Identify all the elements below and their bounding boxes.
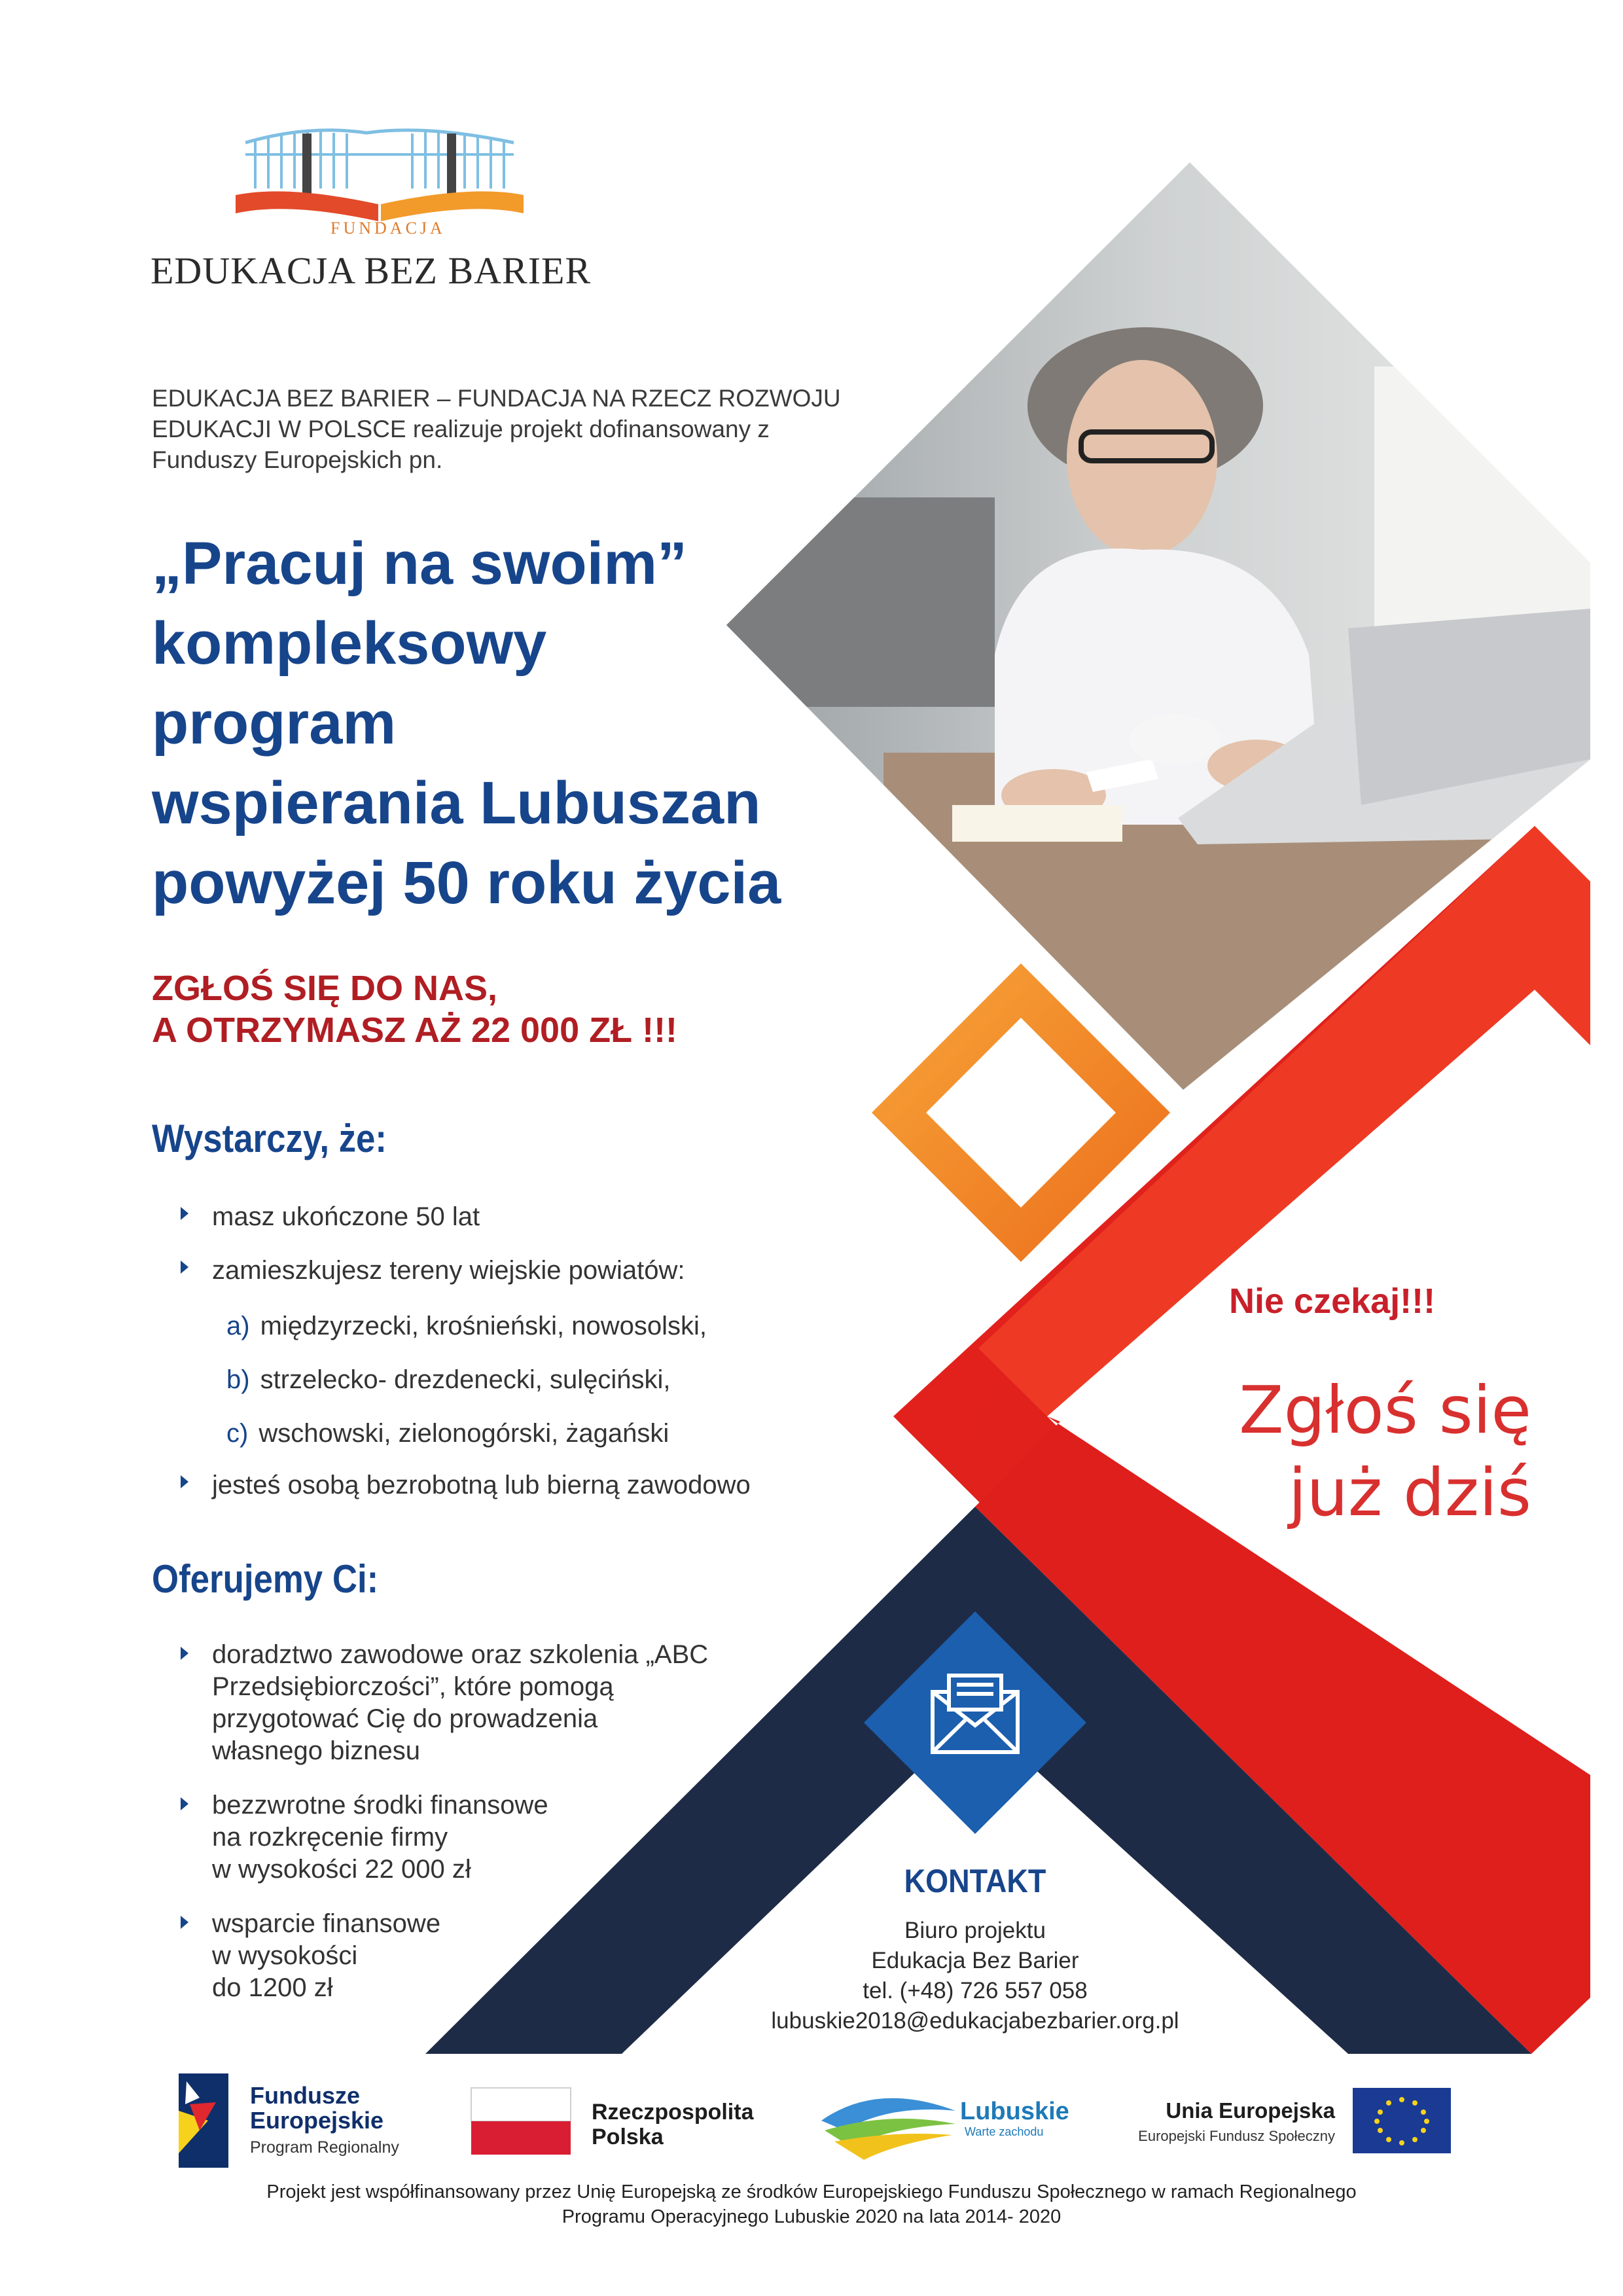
efs-label: Europejski Fundusz Społeczny (1138, 2128, 1335, 2144)
fe-line: Europejskie (250, 2107, 384, 2134)
fundusze-europejskie-logo (179, 2073, 228, 2168)
contact-line: Edukacja Bez Barier (871, 1948, 1079, 1973)
zglos-line: już dziś (1288, 1454, 1531, 1531)
list-item (226, 1416, 707, 1451)
lubuskie-slogan: Warte zachodu (965, 2125, 1044, 2138)
list-letter: a) (226, 1312, 250, 1340)
list-item-text: masz ukończone 50 lat (212, 1202, 480, 1231)
zglos-line: Zgłoś się (1239, 1372, 1531, 1448)
rp-line: Rzeczpospolita (592, 2100, 754, 2125)
contact-title: KONTAKT (904, 1863, 1046, 1899)
bullet-arrow-icon (181, 1475, 188, 1488)
list-item-line: doradztwo zawodowe oraz szkolenia „ABC (212, 1640, 709, 1669)
list-item (226, 1308, 707, 1344)
call-to-action (152, 967, 872, 1051)
requirements-list (181, 1199, 685, 1306)
list-item-text: strzelecko- drezdenecki, sulęciński, (260, 1365, 671, 1394)
list-item-line: do 1200 zł (212, 1973, 333, 2002)
logo-fundacja-text: FUNDACJA (330, 219, 446, 238)
list-item-line: wsparcie finansowe (212, 1909, 441, 1938)
list-item-text: wschowski, zielonogórski, żagański (259, 1419, 669, 1448)
fe-line: Fundusze (250, 2082, 360, 2109)
list-item-line: na rozkręcenie firmy (212, 1823, 448, 1852)
districts-list (226, 1308, 707, 1469)
footer-line: Projekt jest współfinansowany przez Unię Europejską ze środków Europejskiego Funduszu Społecznego w ramach Regionalnego (266, 2181, 1357, 2202)
list-item-text: międzyrzecki, krośnieński, nowosolski, (260, 1312, 707, 1340)
nie-czekaj-text: Nie czekaj!!! (1229, 1282, 1436, 1321)
list-item (181, 1789, 796, 1886)
fundusze-europejskie-sub: Program Regionalny (250, 2138, 399, 2157)
project-title (152, 524, 904, 923)
cta-line: A OTRZYMASZ AŻ 22 000 ZŁ !!! (152, 1011, 678, 1050)
fundusze-europejskie-label (250, 2083, 383, 2133)
cofinancing-footer (170, 2179, 1453, 2229)
requirements-heading: Wystarczy, że: (152, 1117, 387, 1160)
zglos-sie-text (1152, 1369, 1531, 1534)
title-line: wspierania Lubuszan (152, 770, 761, 836)
polish-flag (471, 2088, 571, 2155)
bullet-arrow-icon (181, 1916, 188, 1929)
contact-phone: tel. (+48) 726 557 058 (863, 1978, 1088, 2003)
list-item (181, 1467, 751, 1503)
list-item-line: przygotować Cię do prowadzenia (212, 1704, 598, 1733)
list-item-line: bezzwrotne środki finansowe (212, 1791, 548, 1820)
rzeczpospolita-polska-label (592, 2100, 753, 2149)
title-line: kompleksowy (152, 610, 547, 677)
bullet-arrow-icon (181, 1207, 188, 1220)
unia-europejska-label: Unia Europejska (1166, 2098, 1335, 2123)
list-letter: b) (226, 1365, 250, 1394)
title-line: program (152, 690, 397, 757)
offer-list (181, 1639, 796, 2026)
list-item (181, 1908, 796, 2004)
offer-heading: Oferujemy Ci: (152, 1557, 379, 1601)
list-item-line: Przedsiębiorczości”, które pomogą (212, 1672, 614, 1701)
list-item-line: własnego biznesu (212, 1736, 420, 1765)
foundation-logo (236, 130, 524, 221)
list-item (226, 1362, 707, 1397)
eu-flag (1353, 2088, 1451, 2153)
list-item-line: w wysokości 22 000 zł (212, 1855, 471, 1884)
footer-line: Programu Operacyjnego Lubuskie 2020 na lata 2014- 2020 (562, 2206, 1061, 2227)
list-item-text: jesteś osobą bezrobotną lub bierną zawodowo (212, 1471, 751, 1499)
contact-email-link[interactable]: lubuskie2018@edukacjabezbarier.org.pl (771, 2008, 1179, 2034)
bullet-arrow-icon (181, 1261, 188, 1274)
bullet-arrow-icon (181, 1647, 188, 1660)
list-item (181, 1639, 796, 1767)
requirements-list-last (181, 1467, 751, 1503)
lubuskie-logo (821, 2098, 955, 2160)
logo-organization-name: EDUKACJA BEZ BARIER (151, 249, 592, 292)
bullet-arrow-icon (181, 1797, 188, 1810)
title-line: „Pracuj na swoim” (152, 530, 688, 597)
intro-paragraph: EDUKACJA BEZ BARIER – FUNDACJA NA RZECZ ROZWOJU EDUKACJI W POLSCE realizuje projekt dofinansowany z Funduszy Europejskich pn. (152, 385, 841, 473)
rp-line: Polska (592, 2125, 664, 2149)
cta-line: ZGŁOŚ SIĘ DO NAS, (152, 969, 498, 1008)
list-item (181, 1199, 685, 1234)
title-line: powyżej 50 roku życia (152, 850, 781, 916)
contact-line: Biuro projektu (904, 1918, 1046, 1943)
lubuskie-label: Lubuskie (960, 2098, 1069, 2125)
list-item-text: zamieszkujesz tereny wiejskie powiatów: (212, 1256, 685, 1285)
list-letter: c) (226, 1419, 249, 1448)
list-item-line: w wysokości (212, 1941, 358, 1970)
contact-details (713, 1916, 1237, 2036)
list-item (181, 1253, 685, 1288)
